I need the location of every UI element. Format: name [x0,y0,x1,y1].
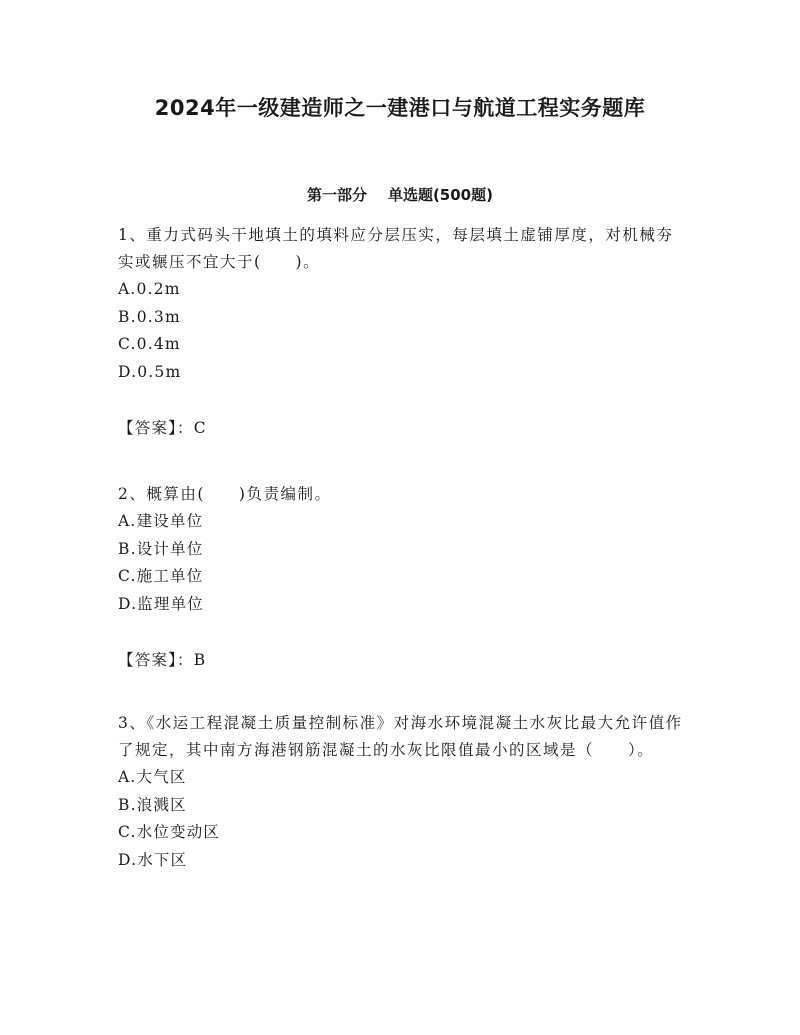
answer-line: 【答案】：C [118,419,207,437]
option-d: D.水下区 [118,850,188,869]
option-b: B.0.3m [118,307,181,326]
question-stem: 3、《水运工程混凝土质量控制标准》对海水环境混凝土水灰比最大允许值作了规定，其中南方海港钢筋混凝土的水灰比限值最小的区域是（ ）。 [118,714,683,759]
option-list [118,276,688,386]
option-b: B.浪溅区 [118,795,187,814]
section-gap [367,186,388,204]
option-d: D.0.5m [118,362,182,381]
option-list [118,764,688,874]
option-a: A.0.2m [118,280,181,298]
section-heading-text: 单选题(500题) [387,186,493,204]
option-c: C.0.4m [118,335,181,353]
question-3 [118,710,688,874]
question-stem: 2、概算由( )负责编制。 [118,485,332,503]
section-heading [0,184,800,205]
option-b: B.设计单位 [118,539,204,558]
option-list [118,508,688,618]
question-stem: 1、重力式码头干地填土的填料应分层压实，每层填土虚铺厚度，对机械夯实或辗压不宜大于( )。 [118,226,674,271]
section-part-label: 第一部分 [307,186,368,204]
document-title: 2024年一级建造师之一建港口与航道工程实务题库 [154,96,646,120]
option-a: A.大气区 [118,768,187,786]
option-d: D.监理单位 [118,594,205,613]
question-1 [118,222,688,438]
option-a: A.建设单位 [118,512,204,530]
option-c: C.施工单位 [118,567,204,585]
answer-line: 【答案】：B [118,651,207,669]
option-c: C.水位变动区 [118,823,221,841]
question-2 [118,481,688,670]
